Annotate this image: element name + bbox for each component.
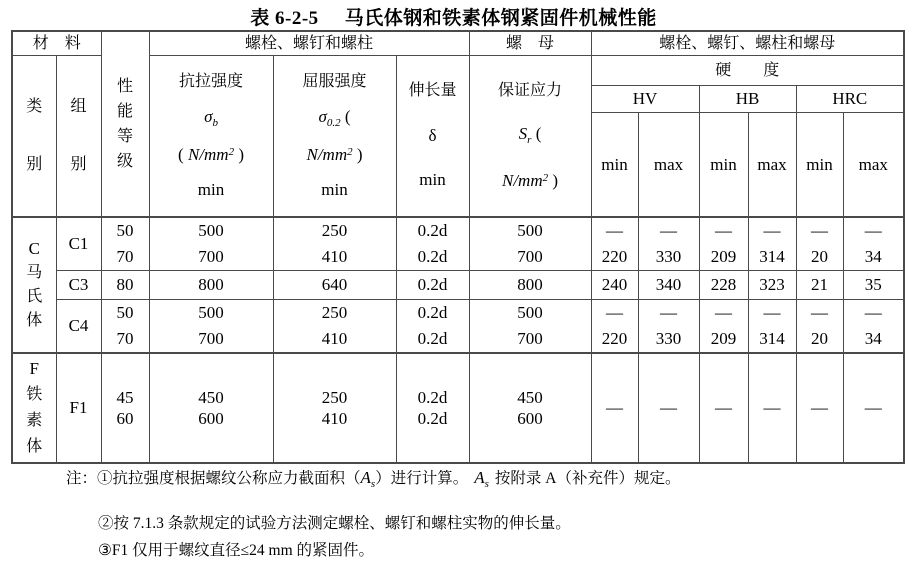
hardness-header: 硬 度 bbox=[591, 56, 904, 86]
yield-min-label: min bbox=[321, 180, 348, 199]
hv-max-cell: — bbox=[638, 353, 699, 463]
hrc-min-cell: — bbox=[796, 217, 843, 244]
hrc-min-cell: — bbox=[796, 353, 843, 463]
hb-min-cell: 228 bbox=[699, 271, 748, 300]
hb-header: HB bbox=[699, 86, 796, 113]
yield-cell: 250 bbox=[273, 217, 396, 244]
hv-min-cell: — bbox=[591, 300, 638, 327]
footnote-1: 注：①抗拉强度根据螺纹公称应力截面积$(A_s)$进行计算。 $A_s$ 按附录 A（补充件）规定。 bbox=[66, 468, 681, 490]
tensile-cell: 700 bbox=[149, 244, 273, 271]
proof-cell: 500 bbox=[469, 300, 591, 327]
elongation-cell: 0.2d bbox=[396, 244, 469, 271]
tensile-cell: 450 bbox=[149, 353, 273, 408]
proof-cell: 450 bbox=[469, 353, 591, 408]
class-column-header: 类 别 bbox=[12, 56, 56, 218]
table-number: 表 6-2-5 bbox=[250, 8, 319, 29]
hb-min-cell: — bbox=[699, 217, 748, 244]
class-cell-ferritic: F 铁 素 体 bbox=[12, 353, 56, 463]
table-row bbox=[12, 300, 904, 327]
footnote-2: ②按 7.1.3 条款规定的试验方法测定螺栓、螺钉和螺柱实物的伸长量。 bbox=[98, 514, 571, 532]
bolt-screw-stud-header: 螺栓、螺钉和螺柱 bbox=[149, 31, 469, 56]
group-cell: C1 bbox=[56, 217, 101, 271]
grade-cell: 60 bbox=[101, 408, 149, 463]
yield-cell: 640 bbox=[273, 271, 396, 300]
hrc-min-cell: — bbox=[796, 300, 843, 327]
grade-cell: 50 bbox=[101, 217, 149, 244]
yield-cell: 410 bbox=[273, 408, 396, 463]
proof-cell: 700 bbox=[469, 244, 591, 271]
yield-cell: 410 bbox=[273, 244, 396, 271]
hrc-max-cell: — bbox=[843, 217, 904, 244]
group-column-header: 组 别 bbox=[56, 56, 101, 218]
footnotes bbox=[66, 466, 886, 563]
hb-max-cell: — bbox=[748, 217, 796, 244]
hv-min-cell: 240 bbox=[591, 271, 638, 300]
hrc-max-cell: — bbox=[843, 353, 904, 463]
elongation-min-label: min bbox=[419, 170, 446, 190]
tensile-cell: 500 bbox=[149, 217, 273, 244]
proof-cell: 600 bbox=[469, 408, 591, 463]
hv-min-cell: 220 bbox=[591, 326, 638, 353]
hv-max-cell: 330 bbox=[638, 326, 699, 353]
tensile-cell: 500 bbox=[149, 300, 273, 327]
proof-cell: 800 bbox=[469, 271, 591, 300]
yield-cell: 250 bbox=[273, 353, 396, 408]
elongation-cell: 0.2d bbox=[396, 300, 469, 327]
hb-max-cell: — bbox=[748, 300, 796, 327]
tensile-cell: 600 bbox=[149, 408, 273, 463]
hv-max-cell: — bbox=[638, 217, 699, 244]
elongation-header: 伸长量 δ min bbox=[396, 56, 469, 218]
hrc-max-cell: 34 bbox=[843, 244, 904, 271]
elongation-cell: 0.2d bbox=[396, 217, 469, 244]
hrc-min-header: min bbox=[796, 113, 843, 218]
tensile-strength-header: 抗拉强度 $\sigma_b$ ( $N/mm^2$ ) min bbox=[149, 56, 273, 218]
hv-min-cell: — bbox=[591, 217, 638, 244]
group-cell: C4 bbox=[56, 300, 101, 354]
proof-cell: 700 bbox=[469, 326, 591, 353]
hb-max-cell: 314 bbox=[748, 326, 796, 353]
hrc-max-cell: 35 bbox=[843, 271, 904, 300]
hv-min-cell: — bbox=[591, 353, 638, 463]
hv-max-cell: 330 bbox=[638, 244, 699, 271]
group-cell: C3 bbox=[56, 271, 101, 300]
hrc-max-cell: 34 bbox=[843, 326, 904, 353]
header-row-1 bbox=[12, 31, 904, 56]
hrc-max-header: max bbox=[843, 113, 904, 218]
grade-cell: 45 bbox=[101, 353, 149, 408]
yield-strength-header: 屈服强度 $\sigma_{0.2}$ ( $N/mm^2$ ) min bbox=[273, 56, 396, 218]
table-row bbox=[12, 217, 904, 244]
table-row bbox=[12, 326, 904, 353]
properties-table bbox=[11, 30, 905, 464]
table-row bbox=[12, 353, 904, 408]
tensile-min-label: min bbox=[197, 180, 225, 199]
hrc-min-cell: 20 bbox=[796, 244, 843, 271]
elongation-cell: 0.2d bbox=[396, 271, 469, 300]
nut-header: 螺 母 bbox=[469, 31, 591, 56]
table-title-text: 马氏体钢和铁素体钢紧固件机械性能 bbox=[344, 8, 657, 29]
grade-cell: 70 bbox=[101, 244, 149, 271]
yield-cell: 410 bbox=[273, 326, 396, 353]
hv-max-header: max bbox=[638, 113, 699, 218]
hv-min-cell: 220 bbox=[591, 244, 638, 271]
hrc-header: HRC bbox=[796, 86, 904, 113]
elongation-cell: 0.2d bbox=[396, 326, 469, 353]
tensile-cell: 800 bbox=[149, 271, 273, 300]
elongation-cell: 0.2d bbox=[396, 353, 469, 408]
hb-min-cell: — bbox=[699, 353, 748, 463]
proof-stress-header: 保证应力 $S_r$ ( $N/mm^2$ ) bbox=[469, 56, 591, 218]
tensile-cell: 700 bbox=[149, 326, 273, 353]
hb-max-cell: 314 bbox=[748, 244, 796, 271]
hv-header: HV bbox=[591, 86, 699, 113]
hb-max-cell: — bbox=[748, 353, 796, 463]
hb-min-header: min bbox=[699, 113, 748, 218]
hrc-max-cell: — bbox=[843, 300, 904, 327]
class-cell-martensitic: C 马 氏 体 bbox=[12, 217, 56, 353]
grade-cell: 80 bbox=[101, 271, 149, 300]
proof-cell: 500 bbox=[469, 217, 591, 244]
footnote-3: ③F1 仅用于螺纹直径≤24 mm 的紧固件。 bbox=[98, 542, 375, 560]
material-header: 材 料 bbox=[12, 31, 101, 56]
hb-max-header: max bbox=[748, 113, 796, 218]
bolt-screw-stud-nut-header: 螺栓、螺钉、螺柱和螺母 bbox=[591, 31, 904, 56]
grade-cell: 50 bbox=[101, 300, 149, 327]
hrc-min-cell: 21 bbox=[796, 271, 843, 300]
group-cell: F1 bbox=[56, 353, 101, 463]
hv-max-cell: — bbox=[638, 300, 699, 327]
yield-cell: 250 bbox=[273, 300, 396, 327]
hb-min-cell: — bbox=[699, 300, 748, 327]
table-row bbox=[12, 271, 904, 300]
hv-max-cell: 340 bbox=[638, 271, 699, 300]
table-row bbox=[12, 244, 904, 271]
grade-cell: 70 bbox=[101, 326, 149, 353]
hb-min-cell: 209 bbox=[699, 326, 748, 353]
hv-min-header: min bbox=[591, 113, 638, 218]
hb-max-cell: 323 bbox=[748, 271, 796, 300]
hb-min-cell: 209 bbox=[699, 244, 748, 271]
hrc-min-cell: 20 bbox=[796, 326, 843, 353]
performance-grade-header: 性 能 等 级 bbox=[101, 31, 149, 217]
page-title bbox=[0, 3, 907, 30]
elongation-cell: 0.2d bbox=[396, 408, 469, 463]
